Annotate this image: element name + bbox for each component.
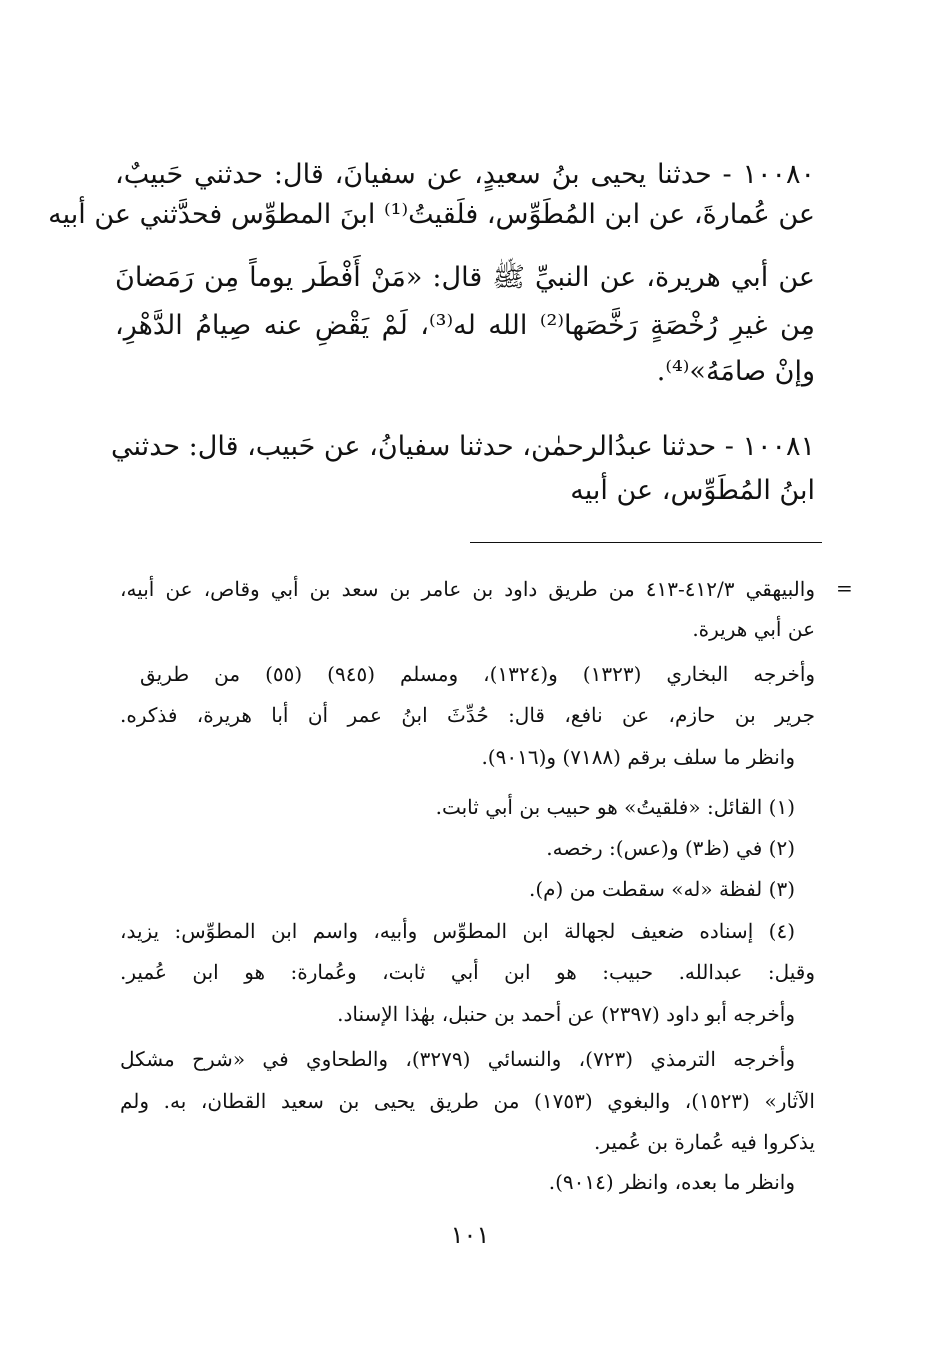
footnote-separator [470,542,822,543]
hadith-10080-line-4: مِن غيرِ رُخْصَةٍ رَخَّصَها⁽²⁾ الله له⁽³⁾، لَمْ يَقْضِ عنه صِيامُ الدَّهْرِ، [115,310,815,341]
footnote-4: (٤) إسناده ضعيف لجهالة ابن المطوِّس وأبيه، واسم ابن المطوِّس: يزيد، [120,919,795,943]
page-number: ١٠١ [450,1221,490,1249]
footnote-line: يذكروا فيه عُمارة بن عُمير. [593,1130,815,1154]
footnote-1: (١) القائل: «فلقيتُ» هو حبيب بن أبي ثابت. [435,795,795,819]
footnote-line: وقيل: عبدالله. حبيب: هو ابن أبي ثابت، وعُمارة: هو ابن عُمير. [120,960,815,984]
hadith-10080-line-1: ١٠٠٨٠ - حدثنا يحيى بنُ سعيدٍ، عن سفيانَ، قال: حدثني حَبيبٌ، [115,159,815,190]
footnote-line: والبيهقي ٤١٢/٣-٤١٣ من طريق داود بن عامر بن سعد بن أبي وقاص، عن أبيه، [120,577,815,601]
hadith-10081-line-1: ١٠٠٨١ - حدثنا عبدُالرحمٰن، حدثنا سفيانُ، عن حَبيب، قال: حدثني [111,431,815,462]
footnote-2: (٢) في (ظ٣) و(عس): رخصه. [546,836,795,860]
footnote-line: وأخرجه أبو داود (٢٣٩٧) عن أحمد بن حنبل، بهٰذا الإسناد. [337,1002,795,1026]
footnote-line: وانظر ما بعده، وانظر (٩٠١٤). [548,1170,795,1194]
footnote-line: عن أبي هريرة. [692,617,815,641]
footnote-line: الآثار» (١٥٢٣)، والبغوي (١٧٥٣) من طريق يحيى بن سعيد القطان، به. ولم [120,1089,815,1113]
footnote-3: (٣) لفظة «له» سقطت من (م). [529,877,795,901]
footnote-line: وأخرجه البخاري (١٣٢٣) و(١٣٢٤)، ومسلم (٩٤٥) (٥٥) من طريق [140,662,816,686]
hadith-10080-line-5: وإنْ صامَهُ»⁽⁴⁾. [656,356,815,387]
footnote-line: وأخرجه الترمذي (٧٢٣)، والنسائي (٣٢٧٩)، والطحاوي في «شرح مشكل [120,1047,796,1071]
footnote-line: جرير بن حازم، عن نافع، قال: حُدِّثَ ابنُ عمر أن أبا هريرة، فذكره. [120,703,815,727]
footnote-line: وانظر ما سلف برقم (٧١٨٨) و(٩٠١٦). [481,745,795,769]
hadith-10080-line-2: عن عُمارةَ، عن ابن المُطَوِّس، فلَقيتُ⁽¹⁾ ابنَ المطوِّس فحدَّثني عن أبيه [48,199,815,230]
hadith-10080-line-3: عن أبي هريرة، عن النبيِّ ﷺ قال: «مَنْ أَفْطَر يوماً مِن رَمَضانَ [115,262,815,293]
hadith-10081-line-2: ابنُ المُطَوِّس، عن أبيه [570,475,815,506]
continuation-mark: = [836,576,853,600]
